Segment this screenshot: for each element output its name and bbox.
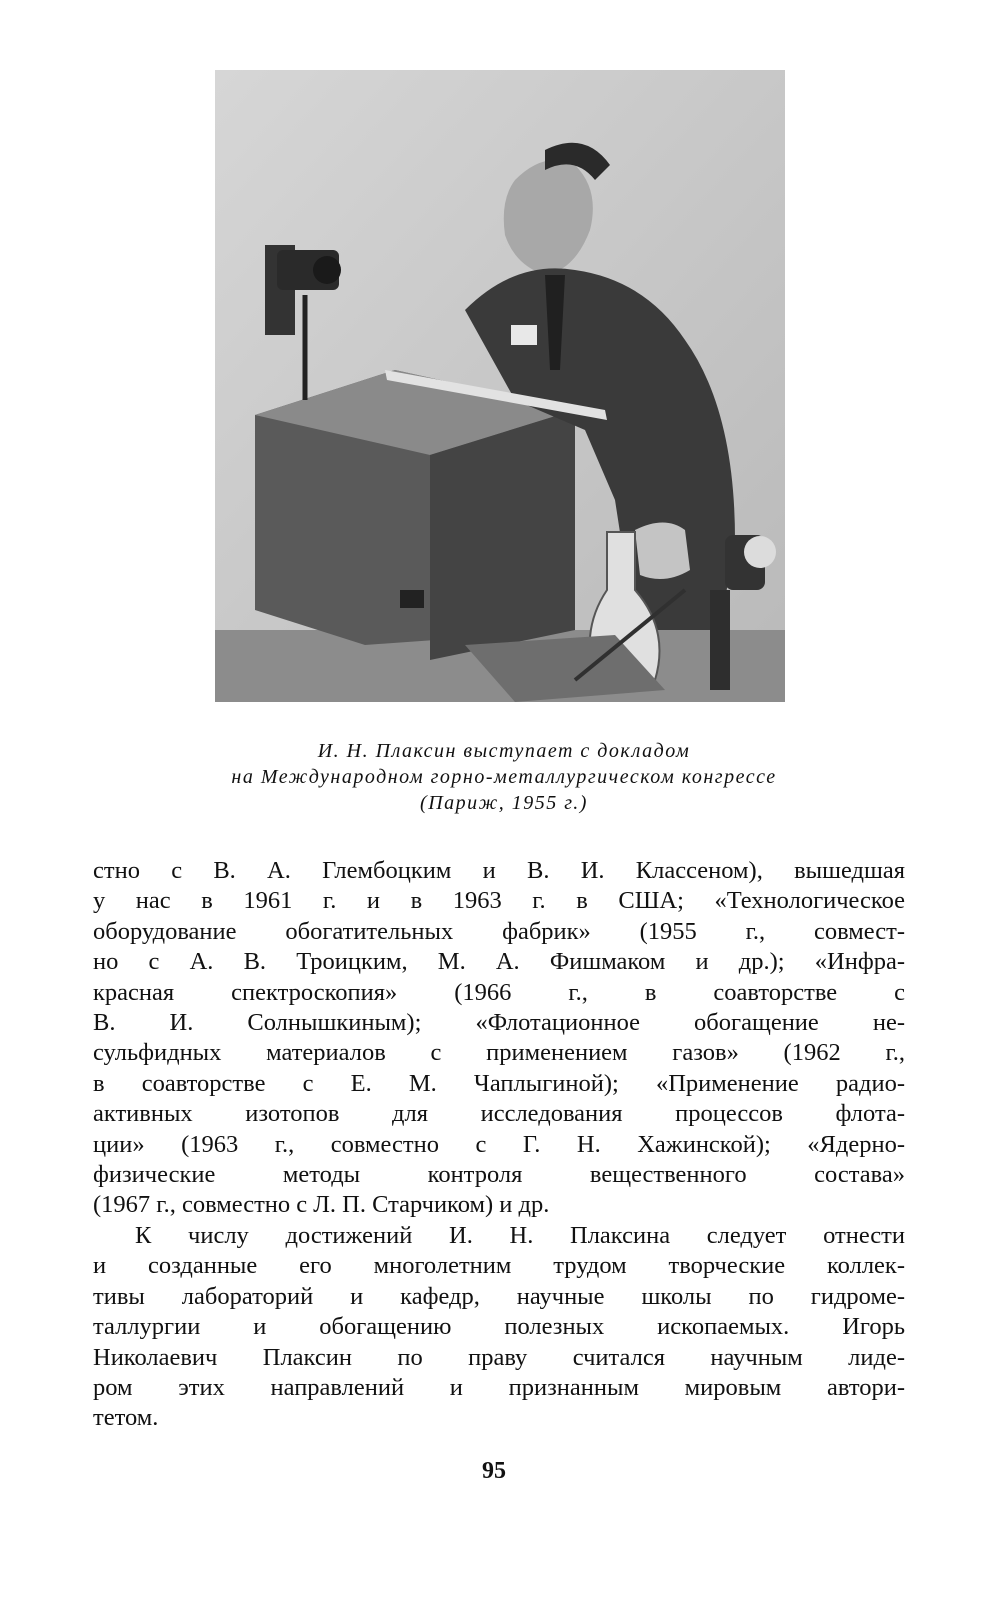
text-line: в соавторстве с Е. М. Чаплыгиной); «Применение радио- bbox=[93, 1069, 905, 1097]
text-line: тивы лабораторий и кафедр, научные школы по гидроме- bbox=[93, 1282, 905, 1310]
text-line: В. И. Солнышкиным); «Флотационное обогащение не- bbox=[93, 1009, 905, 1037]
text-line: сульфидных материалов с применением газов» (1962 г., bbox=[93, 1039, 905, 1067]
text-line: физические методы контроля вещественного состава» bbox=[93, 1161, 905, 1189]
photo-caption bbox=[100, 738, 908, 816]
text-line: но с А. В. Троицким, М. А. Фишмаком и др.); «Инфра- bbox=[93, 948, 905, 976]
text-line: (1967 г., совместно с Л. П. Старчиком) и др. bbox=[93, 1191, 550, 1219]
text-line: таллургии и обогащению полезных ископаемых. Игорь bbox=[93, 1313, 905, 1341]
text-line: ром этих направлений и признанным мировым автори- bbox=[93, 1373, 905, 1401]
text-line: у нас в 1961 г. и в 1963 г. в США; «Технологическое bbox=[93, 887, 905, 915]
text-line: оборудование обогатительных фабрик» (1955 г., совмест- bbox=[93, 917, 905, 945]
paragraph-2 bbox=[93, 1221, 905, 1434]
paragraph-1 bbox=[93, 856, 905, 1221]
text-line: ции» (1963 г., совместно с Г. Н. Хажинской); «Ядерно- bbox=[93, 1130, 905, 1158]
text-line: К числу достижений И. Н. Плаксина следует отнести bbox=[135, 1221, 905, 1249]
caption-line-1: И. Н. Плаксин выступает с докладом bbox=[317, 740, 691, 762]
page-number: 95 bbox=[482, 1458, 506, 1484]
text-line: активных изотопов для исследования процессов флота- bbox=[93, 1100, 905, 1128]
caption-line-3: (Париж, 1955 г.) bbox=[420, 792, 588, 814]
text-line: стно с В. А. Глембоцким и В. И. Классеном), вышедшая bbox=[93, 857, 905, 884]
body-text bbox=[93, 856, 905, 1434]
caption-line-2: на Международном горно-металлургическом конгрессе bbox=[231, 766, 777, 788]
text-line: Николаевич Плаксин по праву считался научным лиде- bbox=[93, 1343, 905, 1371]
text-line: и созданные его многолетним трудом творческие коллек- bbox=[93, 1252, 905, 1280]
photograph-plaksin-lecture bbox=[215, 70, 785, 702]
text-line: тетом. bbox=[93, 1404, 159, 1432]
text-line: красная спектроскопия» (1966 г., в соавторстве с bbox=[93, 978, 905, 1006]
